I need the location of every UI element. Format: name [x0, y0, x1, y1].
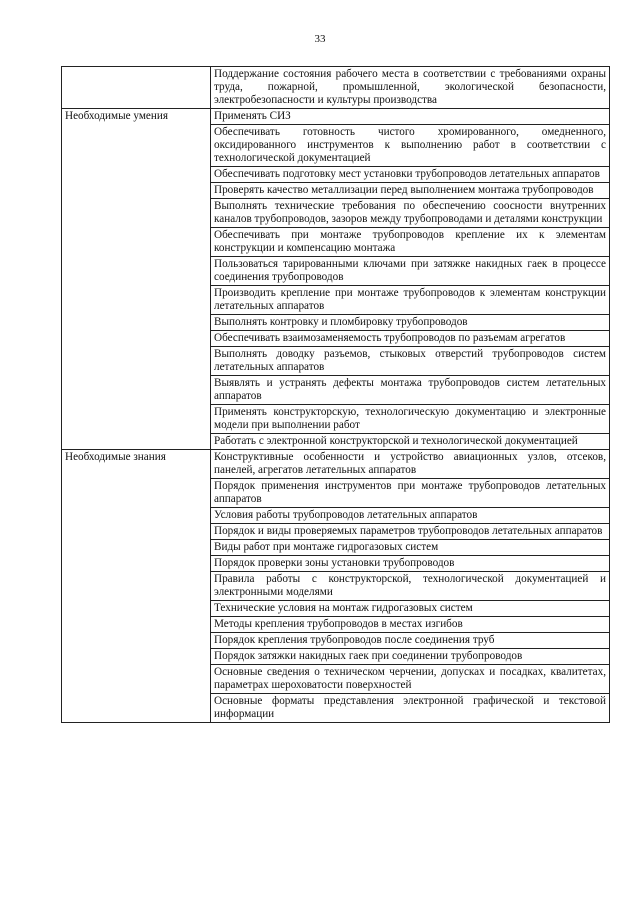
table-cell: Основные форматы представления электронной графической и текстовой информации: [211, 694, 610, 723]
table-cell: Обеспечивать подготовку мест установки трубопроводов летательных аппаратов: [211, 167, 610, 183]
knowledge-label: Необходимые знания: [62, 450, 211, 723]
table-cell: Порядок применения инструментов при монтаже трубопроводов летательных аппаратов: [211, 479, 610, 508]
table-cell: Выявлять и устранять дефекты монтажа трубопроводов систем летательных аппаратов: [211, 376, 610, 405]
table-cell: Выполнять доводку разъемов, стыковых отверстий трубопроводов систем летательных аппаратов: [211, 347, 610, 376]
table-cell: Поддержание состояния рабочего места в соответствии с требованиями охраны труда, пожарной, промышленной, экологической безопасности, электробезопасности и культуры производства: [211, 67, 610, 109]
skills-label: Необходимые умения: [62, 109, 211, 450]
table-cell: Применять СИЗ: [211, 109, 610, 125]
table-cell: Пользоваться тарированными ключами при затяжке накидных гаек в процессе соединения трубопроводов: [211, 257, 610, 286]
continuation-label-cell: [62, 67, 211, 109]
table-cell: Конструктивные особенности и устройство авиационных узлов, отсеков, панелей, агрегатов летательных аппаратов: [211, 450, 610, 479]
table-cell: Технические условия на монтаж гидрогазовых систем: [211, 601, 610, 617]
table-cell: Применять конструкторскую, технологическую документацию и электронные модели при выполнении работ: [211, 405, 610, 434]
table-cell: Методы крепления трубопроводов в местах изгибов: [211, 617, 610, 633]
table-cell: Порядок и виды проверяемых параметров трубопроводов летательных аппаратов: [211, 524, 610, 540]
table-row: [62, 450, 610, 479]
competency-table: [61, 66, 610, 723]
page-number: 33: [314, 33, 326, 45]
table-cell: Порядок затяжки накидных гаек при соединении трубопроводов: [211, 649, 610, 665]
table-cell: Обеспечивать при монтаже трубопроводов крепление их к элементам конструкции и компенсацию монтажа: [211, 228, 610, 257]
table-cell: Условия работы трубопроводов летательных аппаратов: [211, 508, 610, 524]
table-cell: Выполнять контровку и пломбировку трубопроводов: [211, 315, 610, 331]
table-row: [62, 109, 610, 125]
table-cell: Порядок крепления трубопроводов после соединения труб: [211, 633, 610, 649]
table-cell: Проверять качество металлизации перед выполнением монтажа трубопроводов: [211, 183, 610, 199]
table-cell: Основные сведения о техническом черчении, допусках и посадках, квалитетах, параметрах шероховатости поверхностей: [211, 665, 610, 694]
table-cell: Порядок проверки зоны установки трубопроводов: [211, 556, 610, 572]
table-cell: Производить крепление при монтаже трубопроводов к элементам конструкции летательных аппаратов: [211, 286, 610, 315]
table-cell: Работать с электронной конструкторской и технологической документацией: [211, 434, 610, 450]
table-row: [62, 67, 610, 109]
table-cell: Обеспечивать готовность чистого хромированного, омедненного, оксидированного инструментов к выполнению работ в соответствии с технологической документацией: [211, 125, 610, 167]
table-cell: Виды работ при монтаже гидрогазовых систем: [211, 540, 610, 556]
table-cell: Правила работы с конструкторской, технологической документацией и электронными моделями: [211, 572, 610, 601]
table-cell: Обеспечивать взаимозаменяемость трубопроводов по разъемам агрегатов: [211, 331, 610, 347]
table-cell: Выполнять технические требования по обеспечению соосности внутренних каналов трубопроводов, зазоров между трубопроводами и деталями конструкции: [211, 199, 610, 228]
